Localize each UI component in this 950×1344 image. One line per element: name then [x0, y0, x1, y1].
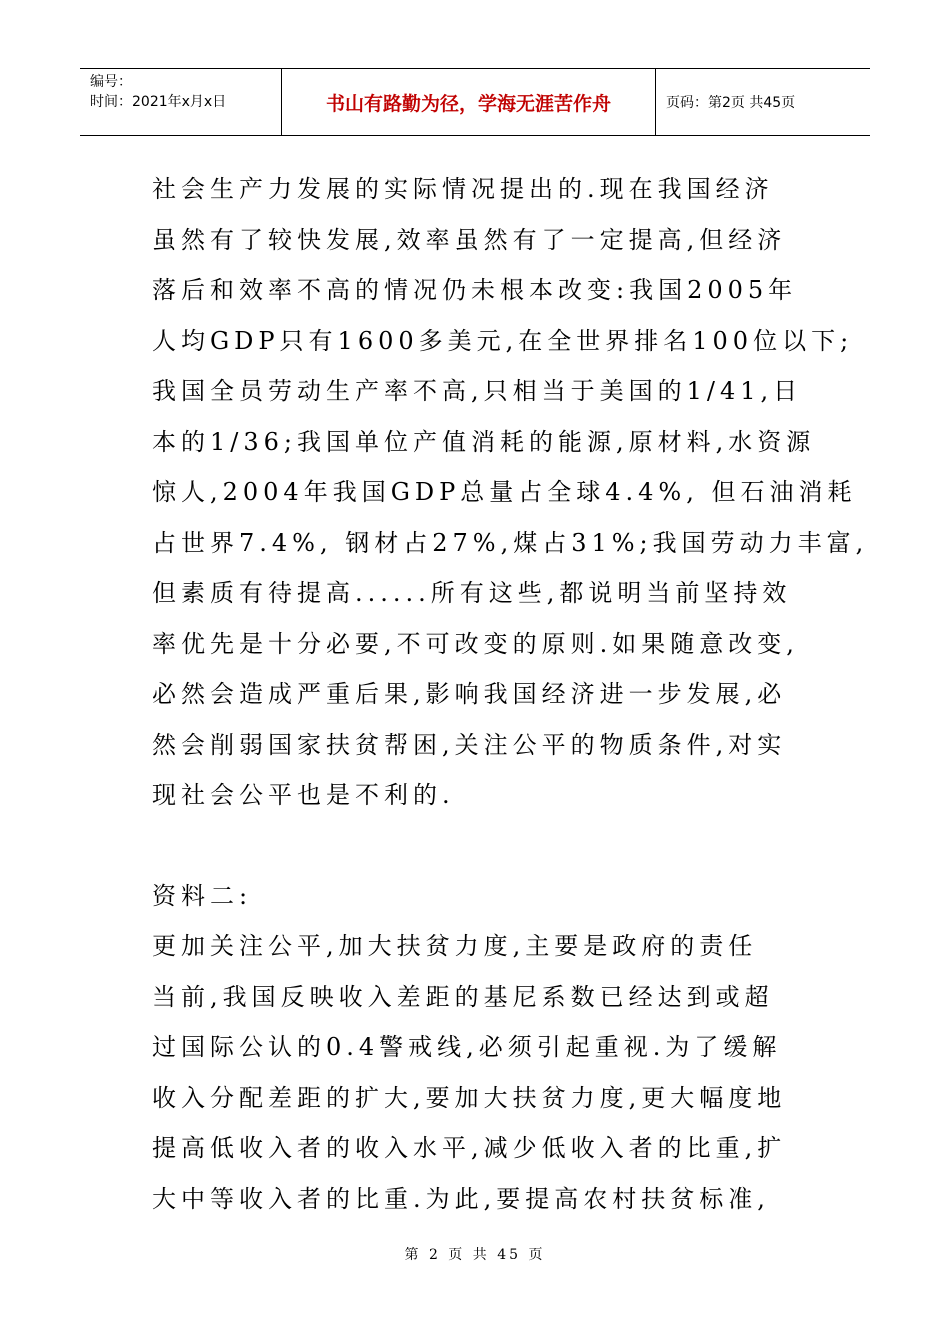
document-date: 时间：2021年x月x日 [90, 94, 227, 110]
body-line: 过国际公认的0.4警戒线,必须引起重视.为了缓解 [152, 1033, 782, 1061]
body-line: 大中等收入者的比重.为此,要提高农村扶贫标准, [152, 1184, 770, 1213]
body-line: 当前,我国反映收入差距的基尼系数已经达到或超 [152, 982, 774, 1011]
document-body [152, 164, 869, 1224]
page-header [80, 68, 870, 136]
body-line: 但素质有待提高......所有这些,都说明当前坚持效 [152, 579, 792, 607]
body-line: 现社会公平也是不利的. [152, 781, 455, 809]
header-page-info: 页码：第2页 共45页 [666, 95, 796, 111]
body-line: 虽然有了较快发展,效率虽然有了一定提高,但经济 [152, 225, 787, 254]
body-line: 率优先是十分必要,不可改变的原则.如果随意改变, [152, 629, 799, 658]
paragraph-gap [152, 821, 812, 871]
document-number-label: 编号： [90, 74, 132, 90]
body-line: 惊人,2004年我国GDP总量占全球4.4%, 但石油消耗 [152, 478, 857, 506]
body-line: 人均GDP只有1600多美元,在全世界排名100位以下; [152, 326, 854, 355]
body-line: 落后和效率不高的情况仍未根本改变:我国2005年 [152, 276, 798, 304]
body-line: 占世界7.4%, 钢材占27%,煤占31%;我国劳动力丰富, [152, 528, 869, 557]
body-line: 我国全员劳动生产率不高,只相当于美国的1/41,日 [152, 377, 803, 405]
body-line: 社会生产力发展的实际情况提出的.现在我国经济 [152, 175, 774, 203]
body-line: 必然会造成严重后果,影响我国经济进一步发展,必 [152, 680, 787, 708]
page-footer: 第 2 页 共 45 页 [404, 1247, 546, 1263]
body-line: 收入分配差距的扩大,要加大扶贫力度,更大幅度地 [152, 1083, 787, 1112]
section-label: 资料二: [152, 881, 253, 910]
body-line: 然会削弱国家扶贫帮困,关注公平的物质条件,对实 [152, 730, 787, 759]
body-line: 提高低收入者的收入水平,减少低收入者的比重,扩 [152, 1134, 787, 1162]
header-meta [80, 69, 282, 135]
section-title: 更加关注公平,加大扶贫力度,主要是政府的责任 [152, 932, 758, 960]
body-line: 本的1/36;我国单位产值消耗的能源,原材料,水资源 [152, 427, 816, 456]
header-motto: 书山有路勤为径，学海无涯苦作舟 [282, 69, 656, 135]
